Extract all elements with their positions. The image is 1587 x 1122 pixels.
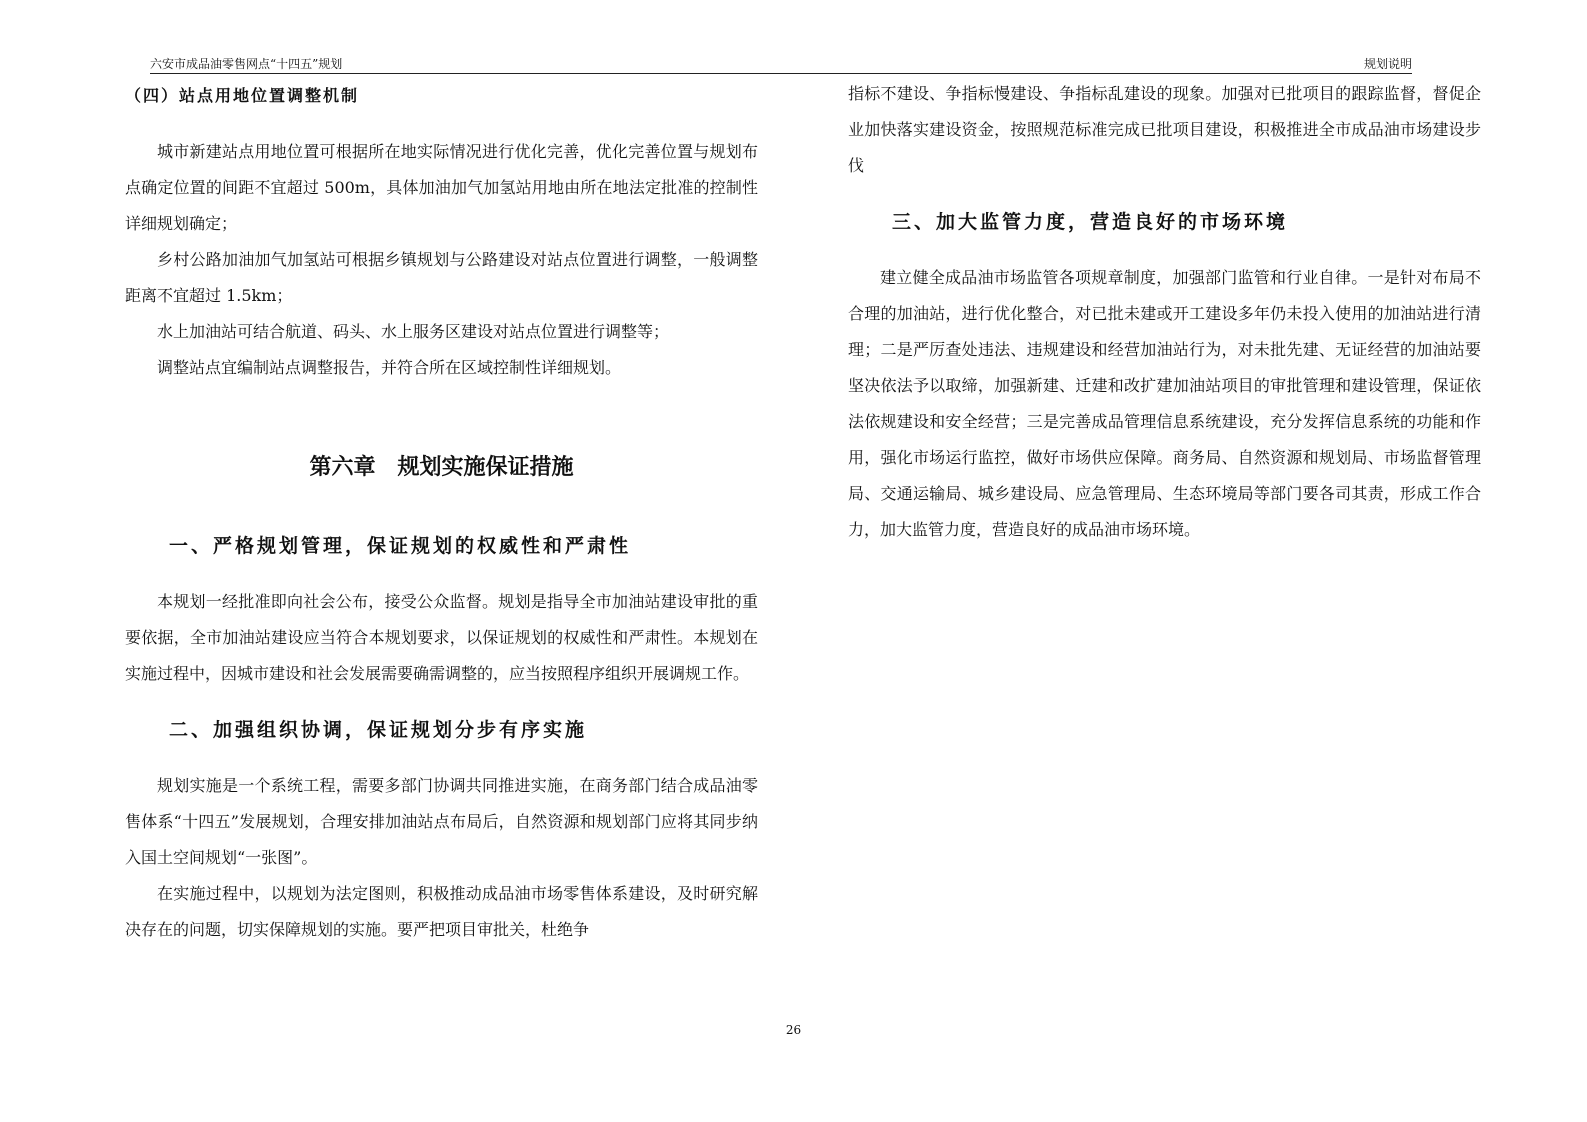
section-title: 一、严格规划管理，保证规划的权威性和严肃性 — [169, 535, 632, 557]
paragraph: 建立健全成品油市场监管各项规章制度，加强部门监管和行业自律。一是针对布局不合理的加油站，进行优化整合，对已批未建或开工建设多年仍未投入使用的加油站进行清理；二是严厉查处违法、违规建设和经营加油站行为，对未批先建、无证经营的加油站要坚决依法予以取缔，加强新建、迁建和改扩建加油站项目的审批管理和建设管理，保证依法依规建设和安全经营；三是完善成品管理信息系统建设，充分发挥信息系统的功能和作用，强化市场运行监控，做好市场供应保障。商务局、自然资源和规划局、市场监督管理局、交通运输局、城乡建设局、应急管理局、生态环境局等部门要各司其责，形成工作合力，加大监管力度，营造良好的成品油市场环境。 — [848, 268, 1481, 539]
chapter-title: 第六章 规划实施保证措施 — [309, 455, 574, 480]
page-number: 26 — [785, 1023, 802, 1037]
spacer — [848, 240, 1481, 260]
paragraph: 乡村公路加油加气加氢站可根据乡镇规划与公路建设对站点位置进行调整，一般调整距离不宜超过 1.5km； — [125, 250, 758, 305]
paragraph: 在实施过程中，以规划为法定图则，积极推动成品油市场零售体系建设，及时研究解决存在的问题，切实保障规划的实施。要严把项目审批关，杜绝争 — [125, 884, 758, 939]
paragraph-continued: 指标不建设、争指标慢建设、争指标乱建设的现象。加强对已批项目的跟踪监督，督促企业加快落实建设资金，按照规范标准完成已批项目建设，积极推进全市成品油市场建设步伐 — [848, 84, 1481, 175]
page-header — [150, 56, 1412, 74]
spacer — [848, 184, 1481, 204]
paragraph: 规划实施是一个系统工程，需要多部门协调共同推进实施，在商务部门结合成品油零售体系“十四五”发展规划，合理安排加油站点布局后，自然资源和规划部门应将其同步纳入国土空间规划“一张图”。 — [125, 776, 758, 867]
spacer — [125, 748, 758, 768]
spacer — [125, 692, 758, 712]
section-title: 二、加强组织协调，保证规划分步有序实施 — [169, 719, 588, 741]
paragraph: 城市新建站点用地位置可根据所在地实际情况进行优化完善，优化完善位置与规划布点确定位置的间距不宜超过 500m，具体加油加气加氢站用地由所在地法定批准的控制性详细规划确定； — [125, 142, 758, 233]
paragraph: 水上加油站可结合航道、码头、水上服务区建设对站点位置进行调整等； — [157, 322, 670, 341]
right-column — [848, 76, 1481, 548]
spacer — [125, 386, 758, 448]
subsection-title: （四）站点用地位置调整机制 — [125, 86, 360, 105]
header-section-title: 规划说明 — [1363, 57, 1412, 71]
header-divider — [150, 73, 1412, 74]
header-document-title: 六安市成品油零售网点“十四五”规划 — [150, 57, 343, 71]
left-column — [125, 78, 758, 948]
paragraph: 本规划一经批准即向社会公布，接受公众监督。规划是指导全市加油站建设审批的重要依据，全市加油站建设应当符合本规划要求，以保证规划的权威性和严肃性。本规划在实施过程中，因城市建设和社会发展需要确需调整的，应当按照程序组织开展调规工作。 — [125, 592, 758, 683]
section-title: 三、加大监管力度，营造良好的市场环境 — [892, 211, 1289, 233]
spacer — [125, 488, 758, 528]
paragraph: 调整站点宜编制站点调整报告，并符合所在区域控制性详细规划。 — [157, 358, 622, 377]
spacer — [125, 114, 758, 134]
spacer — [125, 564, 758, 584]
